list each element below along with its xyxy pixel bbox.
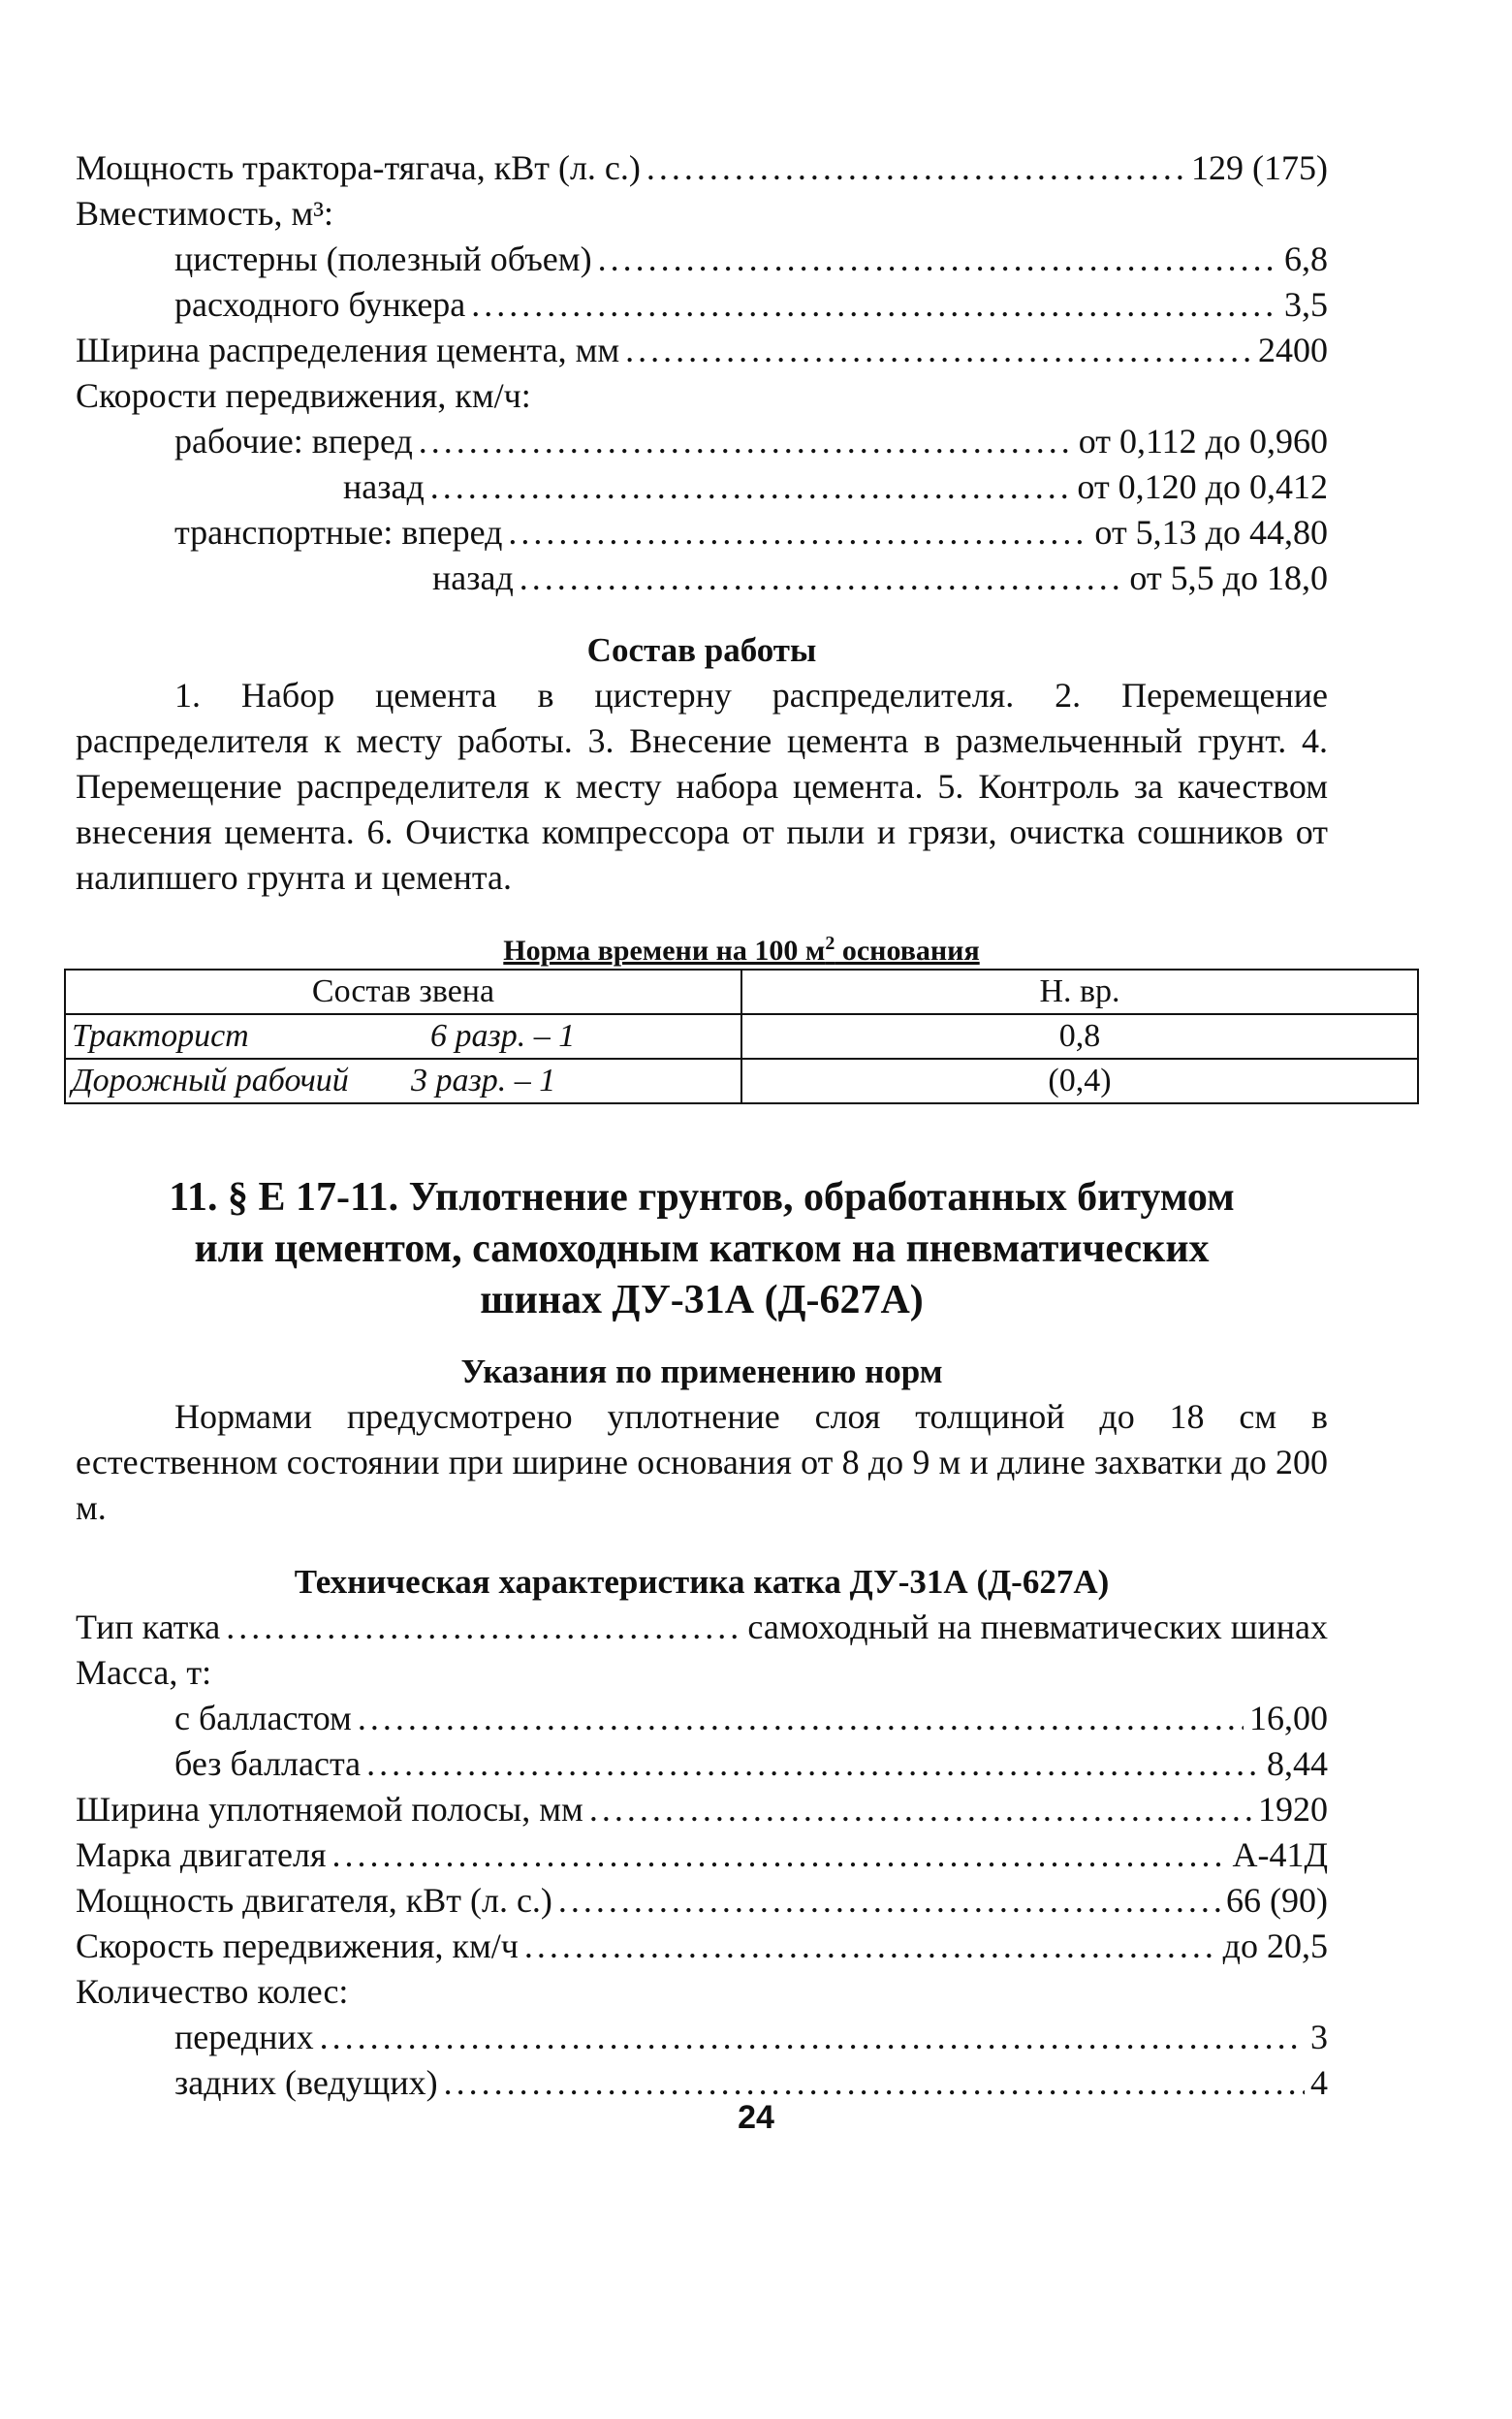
spec-value: 16,00: [1249, 1699, 1328, 1737]
column-header: Состав звена: [65, 970, 741, 1014]
leader-dots: [471, 282, 1278, 328]
spec-row: [76, 510, 1328, 556]
spec-row: [76, 1696, 1328, 1741]
spec-row: [76, 1832, 1328, 1878]
spec-label: Ширина уплотняемой полосы, мм: [76, 1790, 583, 1829]
spec-label: Мощность трактора-тягача, кВт (л. с.): [76, 148, 641, 187]
section-title-line: или цементом, самоходным катком на пневматических: [194, 1226, 1210, 1271]
spec-group-heading: Количество колес:: [76, 1972, 349, 2011]
spec-value: 3,5: [1284, 285, 1328, 324]
spec-label: Скорость передвижения, км/ч: [76, 1926, 519, 1965]
spec-label: расходного бункера: [174, 285, 466, 324]
spec-value: от 5,13 до 44,80: [1094, 513, 1328, 552]
spec-row: [76, 328, 1328, 373]
instructions-text: Нормами предусмотрено уплотнение слоя толщиной до 18 см в естественном состоянии при ширине основания от 8 до 9 м и длине захватки до 200 м.: [76, 1397, 1328, 1527]
norm-value: 0,8: [741, 1014, 1418, 1059]
spec-row: [76, 556, 1328, 601]
spec-row: [76, 237, 1328, 282]
norm-table: [64, 969, 1419, 1104]
leader-dots: [508, 510, 1088, 556]
leader-dots: [358, 1696, 1244, 1741]
spec-group-heading: Масса, т:: [76, 1653, 212, 1692]
crew-cell: [65, 1014, 741, 1059]
spec-label: назад: [432, 558, 514, 597]
work-text: 1. Набор цемента в цистерну распределителя. 2. Перемещение распределителя к месту работы. 3. Внесение цемента в размельченный грунт. 4. Перемещение распределителя к месту набора цемента. 5. Контроль за качеством внесения цемента. 6. Очистка компрессора от пыли и грязи, очистка сошников от налипшего грунта и цемента.: [76, 676, 1328, 897]
spec-label: Марка двигателя: [76, 1835, 327, 1874]
spec-row: [76, 145, 1328, 191]
spec-value: от 5,5 до 18,0: [1129, 558, 1328, 597]
spec-row: [76, 1878, 1328, 1924]
document-page: [72, 145, 1328, 2106]
spec-value: самоходный на пневматических шинах: [747, 1607, 1328, 1646]
leader-dots: [430, 464, 1072, 510]
spec-value: от 0,120 до 0,412: [1077, 467, 1328, 506]
norm-value: (0,4): [741, 1059, 1418, 1103]
spec-row: [76, 464, 1328, 510]
spec-list-distributor: [76, 145, 1328, 601]
spec-value: 66 (90): [1226, 1881, 1328, 1920]
section-title: [76, 1172, 1328, 1326]
spec-label: цистерны (полезный объем): [174, 239, 592, 278]
spec-value: 1920: [1258, 1790, 1328, 1829]
leader-dots: [332, 1832, 1227, 1878]
leader-dots: [598, 237, 1278, 282]
spec-row: [76, 1741, 1328, 1787]
crew-grade: 6 разр. – 1: [430, 1018, 576, 1054]
section-title-line: 11. § Е 17-11. Уплотнение грунтов, обработанных битумом: [169, 1175, 1235, 1220]
spec-value: 129 (175): [1191, 148, 1328, 187]
column-header: Н. вр.: [741, 970, 1418, 1014]
spec-group-heading: Вместимость, м³:: [76, 194, 334, 233]
spec-value: 8,44: [1267, 1744, 1328, 1783]
work-heading: Состав работы: [586, 631, 817, 669]
spec-row: [76, 1924, 1328, 1969]
spec-value: до 20,5: [1222, 1926, 1328, 1965]
leader-dots: [320, 2015, 1305, 2060]
spec-label: транспортные: вперед: [174, 513, 503, 552]
spec-value: 6,8: [1284, 239, 1328, 278]
section-title-line: шинах ДУ-31А (Д-627А): [480, 1278, 924, 1322]
leader-dots: [524, 1924, 1217, 1969]
spec-label: без балласта: [174, 1744, 362, 1783]
spec-row: [76, 1787, 1328, 1832]
spec-label: передних: [174, 2018, 314, 2056]
crew-cell: [65, 1059, 741, 1103]
spec-row: [76, 2015, 1328, 2060]
leader-dots: [226, 1605, 741, 1650]
crew-grade: 3 разр. – 1: [411, 1063, 556, 1098]
spec-label: с балластом: [174, 1699, 352, 1737]
page-number: 24: [738, 2099, 774, 2136]
spec-label: Ширина распределения цемента, мм: [76, 331, 620, 369]
leader-dots: [366, 1741, 1261, 1787]
leader-dots: [625, 328, 1252, 373]
instructions-heading: Указания по применению норм: [460, 1353, 943, 1390]
crew-name: Тракторист: [72, 1018, 249, 1054]
leader-dots: [589, 1787, 1252, 1832]
leader-dots: [558, 1878, 1220, 1924]
leader-dots: [646, 145, 1185, 191]
spec-value: 3: [1310, 2018, 1328, 2056]
spec-list-roller: [76, 1605, 1328, 2106]
spec-group-heading: Скорости передвижения, км/ч:: [76, 376, 531, 415]
spec-label: задних (ведущих): [174, 2063, 438, 2102]
spec-value: 2400: [1258, 331, 1328, 369]
spec-label: Тип катка: [76, 1607, 221, 1646]
spec-value: от 0,112 до 0,960: [1078, 422, 1328, 461]
crew-name: Дорожный рабочий: [72, 1063, 349, 1098]
table-title: Норма времени на 100 $м^2$ основания: [503, 933, 980, 967]
spec-label: рабочие: вперед: [174, 422, 413, 461]
spec2-heading: Техническая характеристика катка ДУ-31А (Д-627А): [294, 1563, 1110, 1601]
spec-row: [76, 1605, 1328, 1650]
spec-row: [76, 419, 1328, 464]
spec-value: 4: [1310, 2063, 1328, 2102]
table-header-row: [65, 970, 1418, 1014]
table-row: [65, 1014, 1418, 1059]
spec-row: [76, 282, 1328, 328]
spec-label: Мощность двигателя, кВт (л. с.): [76, 1881, 552, 1920]
leader-dots: [520, 556, 1124, 601]
table-row: [65, 1059, 1418, 1103]
spec-label: назад: [343, 467, 425, 506]
spec-value: А-41Д: [1232, 1835, 1328, 1874]
leader-dots: [419, 419, 1073, 464]
